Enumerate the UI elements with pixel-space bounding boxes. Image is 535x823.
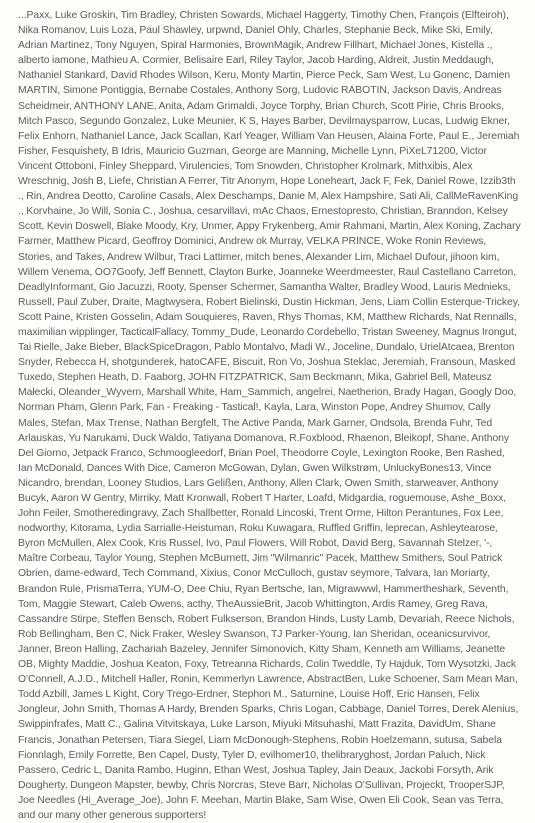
supporters-list-text: ...Paxx, Luke Groskin, Tim Bradley, Christen Sowards, Michael Haggerty, Timothy Chen, François (Elfteiroh), Nika Romanov, Luis Loza, Paul Shawley, urpwnd, Daniel Ohly, Charles, Stephanie Beck, Mike Ski, Emily, Adrian Martinez, Tony Nguyen, Spiral Harmonies, BrownMagik, Andrew Fillhart, Michael Jones, Kistella ., alberto iamone, Mathieu A. Cormier, Belisaire Earl, Riley Taylor, Jacob Harding, Aldreit, Justin Meddaugh, Nathaniel Stankard, David Rhodes Wilson, Keru, Monty Martin, Pierce Peck, Sam West, Lu Gonenc, Damien MARTIN, Simone Pontiggia, Bernabe Costales, Anthony Sorg, Ludovic RABOTIN, Jackson Davis, Andreas Scheidmeir, ANTHONY LANE, Anita, Adam Grimaldi, Joyce Torphy, Brian Church, Scott Pirie, Chris Brooks, Mitch Pasco, Segundo Gonzalez, Luke Meunier, K S, Hayes Barber, Devilmaysparrow, Lucas, Ludwig Ekner, Felix Enhorn, Nathaniel Lance, Jack Scallan, Karl Yeager, William Van Heusen, Alaina Forte, Paul E., Jeremiah Fisher, Fesquishety, B Idris, Mauricio Guzman, George are Manning, Michelle Lynn, PiXeL71200, Victor Vincent Ottoboni, Finley Sheppard, Virulencies, Tom Snowden, Christopher Krolmark, Mithxibis, Alex Wreschnig, Josh B, Liefe, Christian A Ferrer, Titr Anonym, Hope Loneheart, Jack F, Fek, Daniel Rowe, Izzib3th ., Rin, Andrea Deotto, Caroline Casals, Alex Deschamps, Danie M, Alex Hampshire, Sati Ali, CallMeRavenKing ., Korvhaine, Jo Will, Sonia C., Joshua, cesarvillavi, mAc Chaos, Ernestopresto, Christian, Branndon, Kelsey Scott, Kevin Doswell, Blake Moody, Kry, Unmer, Appy Frykenberg, Amir Rahmani, Martin, Alex Koning, Zachary Farmer, Matthew Picard, Geoffroy Dominici, Andrew ok Murray, VELKA PRINCE, Woke Ronin Reviews, Stories, and Takes, Andrew Wilbur, Traci Lattimer, mitch benes, Alexander Lim, Michael Dufour, jihoon kim, Willem Venema, OO7Goofy, Jeff Bennett, Clayton Burke, Joanneke Weerdmeester, Raul Castellano Carreton, DeadlyInformant, Gio Jacuzzi, Rooty, Spenser Schermer, Samantha Walter, Bradley Wood, Lauris Mednieks, Russell, Paul Zuber, Draite, Magtwysera, Robert Bielinski, Dustin Hickman, Jens, Liam Collin Esterque-Trickey, Scott Paine, Kristen Gosselin, Adam Souquieres, Raven, Rhys Thomas, KM, Matthew Richards, Nat Rennalls, maximilian wipplinger, TacticalFallacy, Tommy_Dude, Leonardo Cordebello, Tristan Sweeney, Magnus Irongut, Tai Rielle, Jake Bieber, BlackSpiceDragon, Pablo Montalvo, Madi W., Joceline, Dundalo, UrielAtcaea, Brenton Snyder, Rebecca H, shotgunderek, hatoCAFE, Biscuit, Ron Vo, Joshua Steklac, Jeremiah, Fransoun, Masked Tuxedo, Stephen Heath, D. Faaborg, JOHN FITZPATRICK, Sam Beckmann, Mika, Gabriel Bell, Mateusz Małecki, Oleander_Wyvern, Marshall White, Ham_Sammich, angelrei, Naetherion, Brady Hagan, Googly Doo, Norman Pham, Glenn Park, Fan - Freaking - Tastical!, Kayla, Lara, Winston Pope, Andrey Shumov, Cally Males, Stefan, Max Trense, Nathan Bergfelt, The Active Panda, Mark Garner, Ondsola, Brenda Fuhr, Ted Arlauskas, Yu Narukami, Duck Waldo, Tatiyana Domanova, R.Foxblood, Rhaenon, Bleikopf, Shane, Anthony Del Giorno, Jetpack Franco, Schmoogleedorf, Brian Poel, Theodorre Coyle, Lexington Rooke, Ben Rashed, Ian McDonald, Dances With Dice, Cameron McGowan, Dylan, Gwen Wilkstrøm, UnluckyBones13, Vince Nicandro, brendan, Looney Studios, Lars Gelißen, Anthony, Allen Clark, Owen Smith, starweaver, Anthony Bucyk, Aaron W Gentry, Mirriky, Matt Kronwall, Robert T Harter, Loafd, Midgardia, roguemouse, Ashe_Boxx, John Feiler, Smotheredingravy, Zach Shallbetter, Ronald Lincoski, Trent Orme, Hilton Perantunes, Fox Lee, nodworthy, Kitorama, Lydia Sarrialle-Heistuman, Roku Kuwagara, Ruffled Griffin, leprecan, Ashleytearose, Byron McMullen, Alex Cook, Kris Russel, Ivo, Paul Flowers, Will Robot, David Berg, Savannah Stelzer, '-, Maître Corbeau, Taylor Young, Stephen McBurnett, Jim "Wilmanric" Pacek, Matthew Smithers, Soul Patrick Obrien, dame-edward, Tech Command, Xixius, Conor McCulloch, gustav seymore, Talvara, Ian Moriarty, Brandon Rule, PrismaTerra, YUM-O, Dee Chiu, Ryan Bertsche, Ian, Migrawwwl, Hammertheshark, Seventh, Tom, Maggie Stewart, Caleb Owens, acthy, TheAussieBrit, Jacob Whittington, Ardis Ramey, Greg Rava, Cassandre Stirpe, Steffen Bensch, Robert Fulkserson, Brandon Hinds, Lusty Lamb, Devariah, Reece Nichols, Rob Bellingham, Ben C, Nick Fraker, Wesley Swanson, TJ Parker-Young, Ian Sheridan, oceanicsurvivor, Janner, Breon Halling, Zachariah Bazeley, Jennifer Simonovich, Kitty Sham, Kenneth am Williams, Jeanette OB, Mighty Maddie, Joshua Keaton, Foxy, Tetreanna Richards, Colin Tweddle, Ty Hajduk, Tom Wysotzki, Jack O'Connell, A.J.D., Mitchell Haller, Ronin, Kemmerlyn Lawrence, AbstractBen, Luke Schoener, Sam Mean Man, Todd Azbill, James L Kight, Cory Trego-Erdner, Stephon M., Saturnine, Louise Hoff, Eric Hansen, Felix Jongleur, John Smith, Thomas A Hardy, Brenden Sparks, Chris Logan, Cabbage, Daniel Torres, Derek Alenius, Swippinfrafes, Matt C., Galina Vitvitskaya, Luke Larson, Miyuki Mitsuhashi, Matt Frazita, DavidUm, Shane Francis, Jonathan Petersen, Tiara Siegel, Liam McDonough-Stephens, Robin Hoelzemann, sutusa, Sabela Fionnlagh, Emily Forrette, Ben Capel, Dusty, Tyler D, evilhomer10, thelibraryghost, Jordan Paluch, Nick Passero, Cedric L, Danita Rambo, Huginn, Ethan West, Joshua Tapley, Jain Deaux, Jackobi Forsyth, Arik Dougherty, Dungeon Mapster, bewby, Chris Norcras, Steve Barr, Nicholas O'Sullivan, Projeckt, TrooperSJP, Joe Needles (Hi_Average_Joe), John F. Meehan, Martin Blake, Sam Wise, Owen Eli Cook, Sean vas Terra, and our many other generous supporters! xyxy=(18,10,521,821)
